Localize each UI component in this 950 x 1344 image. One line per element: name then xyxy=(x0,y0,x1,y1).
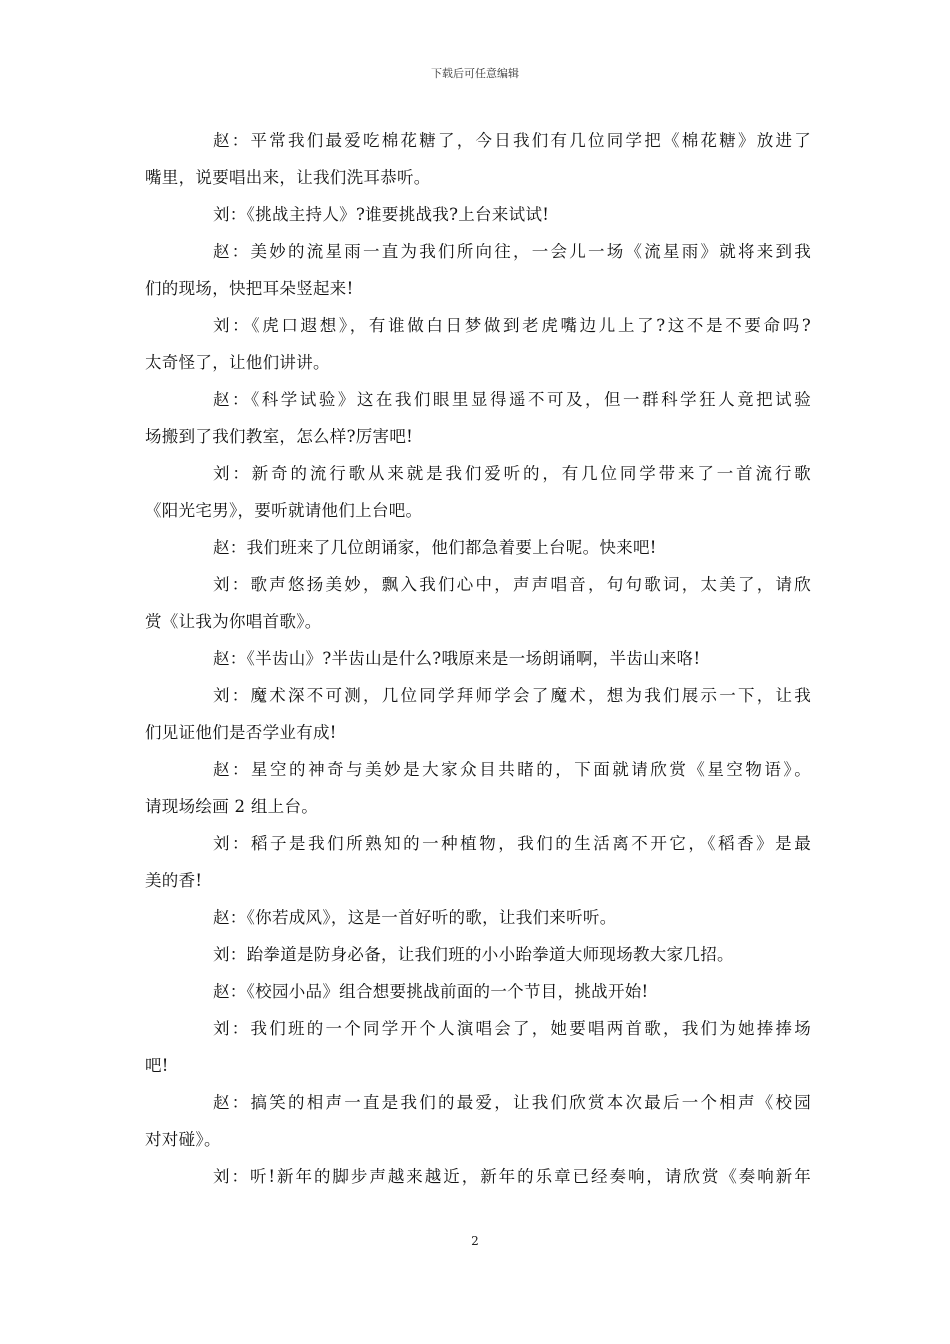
text-line: 赵：《校园小品》组合想要挑战前面的一个节目，挑战开始! xyxy=(213,982,649,1001)
text-line: 赵：星空的神奇与美妙是大家众目共睹的，下面就请欣赏《星空物语》。 xyxy=(213,760,811,779)
text-line: 吧! xyxy=(145,1056,169,1075)
text-line: 刘：新奇的流行歌从来就是我们爱听的，有几位同学带来了一首流行歌 xyxy=(213,464,811,483)
text-line: 美的香! xyxy=(145,871,203,890)
text-line: 场搬到了我们教室，怎么样?厉害吧! xyxy=(145,427,414,446)
paragraph xyxy=(145,122,811,196)
text-line: 《阳光宅男》，要听就请他们上台吧。 xyxy=(145,501,423,520)
paragraph xyxy=(145,825,811,899)
paragraph xyxy=(145,1084,811,1158)
text-line: 赏《让我为你唱首歌》。 xyxy=(145,612,322,631)
paragraph xyxy=(145,529,811,566)
paragraph xyxy=(145,899,811,936)
text-line: 们的现场，快把耳朵竖起来! xyxy=(145,279,354,298)
text-line: 刘：魔术深不可测，几位同学拜师学会了魔术，想为我们展示一下，让我 xyxy=(213,686,811,705)
text-line: 赵：《科学试验》这在我们眼里显得遥不可及，但一群科学狂人竟把试验 xyxy=(213,390,811,409)
page-header: 下载后可任意编辑 xyxy=(431,67,519,80)
paragraph xyxy=(145,196,811,233)
paragraph xyxy=(145,566,811,640)
paragraph xyxy=(145,233,811,307)
paragraph xyxy=(145,936,811,973)
text-line: 们见证他们是否学业有成! xyxy=(145,723,337,742)
text-line: 刘：歌声悠扬美妙，飘入我们心中，声声唱音，句句歌词，太美了，请欣 xyxy=(213,575,811,594)
paragraph xyxy=(145,1010,811,1084)
paragraph xyxy=(145,1158,811,1195)
text-line: 刘：《挑战主持人》?谁要挑战我?上台来试试! xyxy=(213,205,550,224)
paragraph xyxy=(145,973,811,1010)
text-line: 赵：平常我们最爱吃棉花糖了，今日我们有几位同学把《棉花糖》放进了 xyxy=(213,131,811,150)
text-line: 嘴里，说要唱出来，让我们洗耳恭听。 xyxy=(145,168,431,187)
document-body xyxy=(145,122,811,1195)
paragraph xyxy=(145,381,811,455)
text-line: 太奇怪了，让他们讲讲。 xyxy=(145,353,330,372)
text-line: 赵：《半齿山》?半齿山是什么?哦原来是一场朗诵啊，半齿山来咯! xyxy=(213,649,701,668)
text-line: 刘：稻子是我们所熟知的一种植物，我们的生活离不开它，《稻香》是最 xyxy=(213,834,811,853)
paragraph xyxy=(145,455,811,529)
paragraph xyxy=(145,677,811,751)
text-line: 刘：跆拳道是防身必备，让我们班的小小跆拳道大师现场教大家几招。 xyxy=(213,945,734,964)
text-line: 赵：我们班来了几位朗诵家，他们都急着要上台呢。快来吧! xyxy=(213,538,657,557)
text-line: 对对碰》。 xyxy=(145,1130,221,1149)
page-number: 2 xyxy=(471,1234,479,1248)
paragraph xyxy=(145,307,811,381)
text-line: 刘：《虎口遐想》，有谁做白日梦做到老虎嘴边儿上了?这不是不要命吗? xyxy=(213,316,811,335)
text-line: 赵：搞笑的相声一直是我们的最爱，让我们欣赏本次最后一个相声《校园 xyxy=(213,1093,811,1112)
text-line: 赵：美妙的流星雨一直为我们所向往，一会儿一场《流星雨》就将来到我 xyxy=(213,242,811,261)
paragraph xyxy=(145,751,811,825)
text-line: 刘：听!新年的脚步声越来越近，新年的乐章已经奏响，请欣赏《奏响新年 xyxy=(213,1167,811,1186)
text-line: 赵：《你若成风》，这是一首好听的歌，让我们来听听。 xyxy=(213,908,617,927)
paragraph xyxy=(145,640,811,677)
text-line: 刘：我们班的一个同学开个人演唱会了，她要唱两首歌，我们为她捧捧场 xyxy=(213,1019,811,1038)
text-line: 请现场绘画 2 组上台。 xyxy=(145,797,319,816)
